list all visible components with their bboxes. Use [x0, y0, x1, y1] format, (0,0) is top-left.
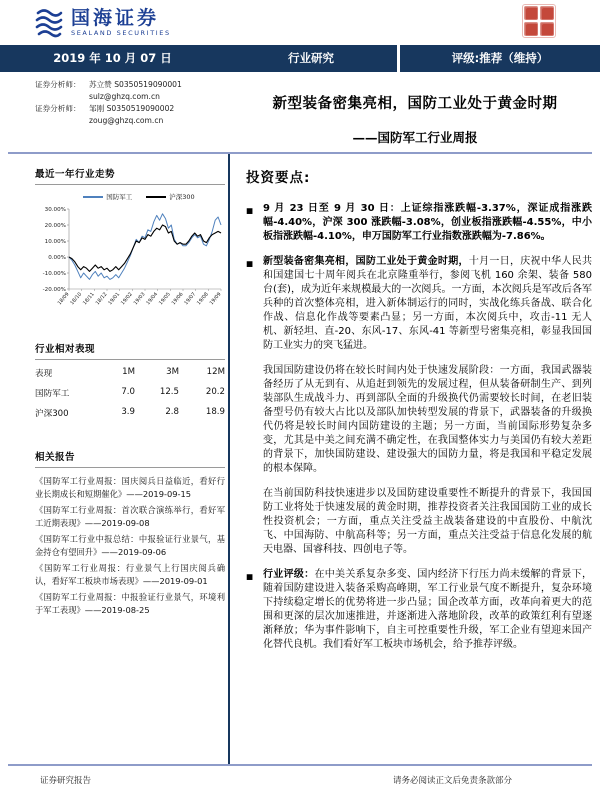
svg-text:0.00%: 0.00% [48, 255, 66, 261]
table-cell: 7.0 [121, 387, 135, 397]
svg-text:19/01: 19/01 [107, 291, 122, 307]
svg-text:18/12: 18/12 [94, 291, 109, 307]
svg-text:18/09: 18/09 [56, 291, 71, 307]
rating-badge: 评级:推荐（维持） [397, 45, 600, 72]
svg-text:19/08: 19/08 [195, 291, 210, 307]
table-cell: 3.9 [121, 407, 135, 417]
legend-item [83, 192, 132, 201]
bullet-lead: 行业评级： [263, 569, 315, 580]
bullet-icon: ■ [246, 572, 254, 581]
analyst-email: zoug@ghzq.com.cn [89, 116, 164, 125]
brand-logo [34, 6, 171, 38]
svg-text:-20.00%: -20.00% [42, 287, 66, 293]
svg-text:-10.00%: -10.00% [42, 271, 66, 277]
bullet-icon: ■ [246, 206, 254, 215]
related-reports-list [35, 475, 225, 617]
trend-chart-block [35, 166, 225, 321]
svg-text:19/07: 19/07 [183, 291, 198, 307]
bullet-block [246, 255, 592, 353]
footer-disclaimer: 请务必阅读正文后免责条款部分 [392, 776, 512, 786]
report-title: 新型装备密集亮相，国防工业处于黄金时期 [272, 96, 558, 112]
svg-text:18/10: 18/10 [69, 291, 84, 307]
brand-name-en: SEALAND SECURITIES [71, 28, 171, 37]
table-header: 1M [122, 367, 135, 377]
table-cell: 国防军工 [35, 389, 70, 399]
svg-text:30.00%: 30.00% [44, 207, 66, 213]
paragraph: 在当前国防科技快速进步以及国防建设重要性不断提升的背景下，我国国防工业将处于快速发展的黄金时期，推荐投资者关注我国国防工业的成长性投资机会；一方面，重点关注受益主战装备建设的中直股份、中航沈飞、中国海防、中航高科等；另一方面，重点关注受益于信息化发展的航天电器、国睿科技、四创电子等。 [263, 488, 592, 555]
left-sidebar [35, 166, 225, 620]
svg-text:20.00%: 20.00% [44, 223, 66, 229]
report-subtitle: ——国防军工行业周报 [352, 130, 478, 145]
footer-divider [8, 764, 592, 766]
table-cell: 2.8 [165, 407, 179, 417]
report-date: 2019 年 10 月 07 日 [53, 51, 172, 65]
bullet-block [246, 568, 592, 652]
chart-title: 最近一年行业走势 [35, 166, 225, 185]
paragraph: 我国国防建设仍将在较长时间内处于快速发展阶段：一方面，我国武器装备经历了从无到有、从追赶到领先的发展过程，但从装备研制生产、到列装部队生成战斗力、再到部队全面的升级换代仍需要较长时间，在老旧装备型号仍有较大占比以及部队加快转型发展的背景下，武器装备的升级换代仍将是较长时间内国防建设的主题；另一方面，当前国际形势复杂多变，尤其是中美之间充满不确定性，在我国整体实力与美国仍有较大差距的背景下，加快国防建设、建设强大的国防力量，将是我国和平稳定发展的根本保障。 [263, 365, 592, 474]
analyst-name: 苏立赞 S0350519090001 [89, 80, 182, 89]
header-bar [0, 45, 600, 72]
table-cell: 12.5 [159, 387, 179, 397]
red-seal-stamp-icon [522, 4, 556, 38]
report-link[interactable]: 《国防军工行业周报：中报验证行业景气，环境利于军工表现》——2019-08-25 [35, 592, 225, 615]
report-link[interactable]: 《国防军工行业周报：首次联合演练举行，看好军工近期表现》——2019-09-08 [35, 505, 225, 528]
table-header: 3M [166, 367, 179, 377]
trend-line-chart [35, 203, 225, 317]
relative-performance-title: 行业相对表现 [35, 341, 225, 360]
column-divider [228, 154, 230, 764]
footer-report-type: 证券研究报告 [40, 776, 92, 786]
analyst-name: 邹刚 S0350519090002 [89, 104, 175, 113]
svg-text:19/03: 19/03 [132, 291, 147, 307]
bullet-text: 十月一日，庆祝中华人民共和国建国七十周年阅兵在北京隆重举行，参阅飞机 160 余架、装备 580 台(套)，成为近年来规模最大的一次阅兵。一方面，本次阅兵是军改后各军兵种的首次整体亮相，进入新体制运行的同时，实战化练兵备战、联合化作战、信息化作战等要素凸显；另一方面，本次阅兵中，攻击-11 无人机、新轻坦、直-20、东风-17、东风-41 等新型号密集亮相，彰显我国国防工业实力的突飞猛进。 [263, 256, 593, 351]
related-reports-title: 相关报告 [35, 449, 225, 468]
analyst-role: 证券分析师： [35, 104, 81, 113]
report-category: 行业研究 [288, 51, 334, 65]
analyst-info [35, 80, 235, 126]
legend-swatch-defense [83, 196, 103, 198]
analyst-email: sulz@ghzq.com.cn [89, 92, 160, 101]
report-link[interactable]: 《国防军工行业中报总结：中报验证行业景气，基金持仓有望回升》——2019-09-06 [35, 534, 225, 557]
table-cell: 18.9 [205, 407, 225, 417]
report-link[interactable]: 《国防军工行业周报：行业景气上行国庆阅兵确认，看好军工板块市场表现》——2019-09-01 [35, 563, 225, 586]
bullet-lead: 9 月 23 日至 9 月 30 日：上证综指涨跌幅-3.37%，深证成指涨跌幅-4.40%，沪深 300 涨跌幅-3.08%，创业板指涨跌幅-4.55%，中小板指涨跌幅-4.10%，申万国防军工行业指数涨跌幅为-7.86%。 [263, 203, 592, 242]
bullet-lead: 新型装备密集亮相，国防工业处于黄金时期， [263, 256, 469, 267]
relative-performance-table [35, 367, 225, 419]
svg-text:19/06: 19/06 [170, 291, 185, 307]
legend-label: 沪深300 [169, 193, 195, 201]
svg-text:19/02: 19/02 [119, 291, 134, 307]
svg-text:19/04: 19/04 [145, 291, 160, 307]
section-heading: 投资要点: [246, 170, 311, 186]
svg-text:18/11: 18/11 [81, 291, 96, 307]
analyst-role: 证券分析师： [35, 80, 81, 89]
svg-text:19/05: 19/05 [157, 291, 172, 307]
bullet-icon: ■ [246, 259, 254, 268]
legend-swatch-hs300 [146, 196, 166, 198]
bullet-text: 在中美关系复杂多变、国内经济下行压力尚未缓解的背景下，随着国防建设进入装备采购高峰期，军工行业景气度不断提升，复杂环境下持续稳定增长的优势将进一步凸显；国企改革方面，改革向着更大的范围和更深的层次加速推进，并逐渐进入落地阶段，改革的政策红利有望逐渐释放；华为事件影响下，自主可控重要性升级，军工企业有望迎来国产化替代良机。我们看好军工板块市场机会，给予推荐评级。 [263, 569, 593, 650]
bullet-block [246, 202, 592, 244]
svg-text:10.00%: 10.00% [44, 239, 66, 245]
chart-legend [53, 192, 225, 201]
main-content [246, 166, 592, 663]
brand-name-cn: 国海证券 [71, 6, 160, 29]
report-link[interactable]: 《国防军工行业周报：国庆阅兵日益临近，看好行业长期成长和短期催化》——2019-09-15 [35, 476, 225, 499]
sealand-wave-icon [34, 6, 64, 38]
top-divider [8, 152, 592, 154]
svg-text:19/09: 19/09 [208, 291, 223, 307]
legend-item [146, 192, 194, 201]
table-header: 表现 [35, 369, 53, 379]
table-header: 12M [206, 367, 225, 377]
table-cell: 20.2 [205, 387, 225, 397]
table-cell: 沪深300 [35, 409, 69, 419]
legend-label: 国防军工 [106, 193, 133, 201]
